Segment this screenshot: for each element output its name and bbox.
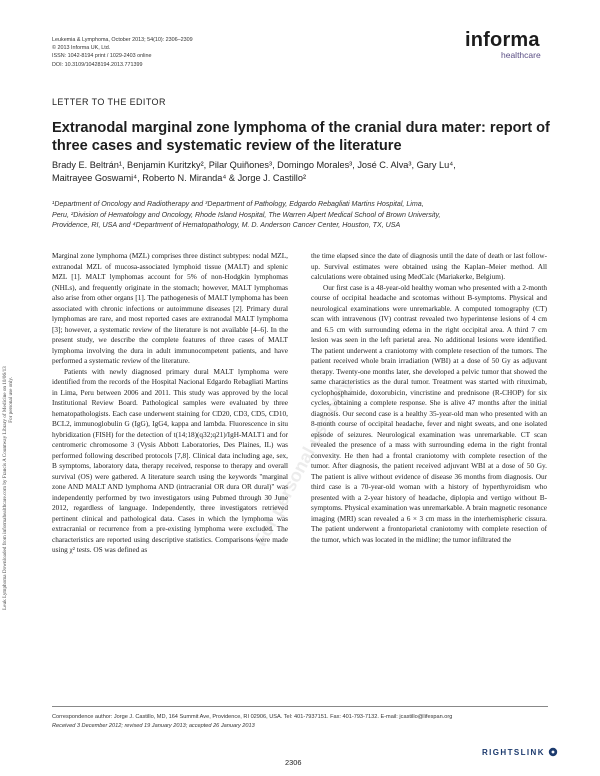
affiliation-line-1: ¹Department of Oncology and Radiotherapy and ³Department of Pathology, Edgardo Rebagliati Martins Hospital, Lima, [52, 200, 424, 208]
journal-issn: ISSN: 1042-8194 print / 1029-2403 online [52, 53, 152, 60]
rightslink-link[interactable] [482, 747, 558, 757]
watermark-text: For personal use only [250, 374, 356, 550]
section-label: LETTER TO THE EDITOR [52, 97, 166, 107]
publisher-logo [465, 30, 541, 60]
body-column-left [52, 251, 288, 556]
footer-divider [52, 706, 548, 707]
side-note-line-2: For personal use only. [8, 377, 15, 423]
body-paragraph: Patients with newly diagnosed primary dural MALT lymphoma were identified from the records of the Hospital Nacional Edgardo Rebagliati Martins in Lima, Peru between 2006 and 2011. This study was approved by the local Institutional Review Board. Pathological samples were evaluated by three hematopathologists. Each case underwent staining for CD20, CD3, CD5, CD10, BCL2, immunoglobulin G (IgG), IgG4, kappa and lambda. Fluorescence in situ hybridization (FISH) for the detection of t(14;18)(q32;q21)/IgH-MALT1 and for centromeric chromosome 3 (Vysis Abbott Laboratories, Des Plaines, IL) was performed following described protocols [7,8]. Clinical data including age, sex, B symptoms, laboratory data, therapy received, response to therapy and overall survival (OS) were gathered. A literature search using the keywords "marginal zone AND MALT AND lymphoma AND (intracranial OR dura OR dural)" was independently performed by two investigators using Pubmed through 30 June 2012, regardless of language. Independently, three investigators retrieved pertinent clinical and pathological data. Cases in which the lymphoma was extracranial or recurrence from a pre-existing lymphoma were excluded. The characteristics are reported using descriptive statistics. Comparisons were made using χ² tests. OS was defined as [52, 367, 288, 554]
body-paragraph: the time elapsed since the date of diagnosis until the date of death or last follow-up. Survival estimates were obtained using the Kaplan–Meier method. All calculations were obtained using MedCalc (Mariakerke, Belgium). [311, 252, 547, 281]
author-list [52, 159, 562, 185]
footer-notes [52, 713, 452, 730]
publisher-sub: healthcare [501, 50, 541, 60]
affiliations [52, 199, 552, 231]
page-number: 2306 [285, 758, 302, 767]
journal-citation: Leukemia & Lymphoma, October 2013; 54(10): 2306–2309 [52, 37, 193, 43]
correspondence-note: Correspondence author: Jorge J. Castillo, MD, 164 Summit Ave, Providence, RI 02906, USA. Tel: 401-7937151. Fax: 401-793-7132. E-mail: jcastillo@lifespan.org [52, 714, 453, 720]
journal-copyright: © 2013 Informa UK, Ltd. [52, 45, 111, 52]
download-side-note [2, 190, 16, 610]
publisher-name: informa [465, 29, 540, 51]
affiliation-line-2: Peru, ²Division of Hematology and Oncology, Rhode Island Hospital, The Warren Alpert Medical School of Brown University, [52, 210, 441, 219]
article-title: Extranodal marginal zone lymphoma of the cranial dura mater: report of three cases and systematic review of the literature [52, 120, 550, 154]
side-note-line-1: Leuk Lymphoma Downloaded from informahealthcare.com by Francis A Countway Library of Medicine on 10/06/13 [2, 366, 8, 610]
affiliation-line-3: Providence, RI, USA and ⁴Department of Hematopathology, M. D. Anderson Cancer Center, Houston, TX, USA [52, 221, 401, 230]
body-paragraph: Our first case is a 48-year-old healthy woman who presented with a 2-month course of occipital headache and scotomas without B-symptoms. Physical and neurological examinations were unremarkable. A computed tomography (CT) scan with intravenous (IV) contrast revealed two hyperintense lesions of 4 cm and 6.5 cm with surrounding edema in the right occipital area. A third 7 cm lesion was seen in the left parietal area. No additional lesions were identified. The patient underwent a craniotomy with complete resection of the tumors. The patient received whole brain irradiation (WBI) at a dose of 50 Gy as adjuvant therapy. Twenty-one months later, she developed a pelvic tumor that showed the same characteristics as the dural tumor. Treatment was started with rituximab, cyclophosphamide, doxorubicin, vincristine and prednisone (R-CHOP) for six cycles, obtaining a complete response. She is alive 47 months after the initial diagnosis. Our second case is a healthy 35-year-old man who presented with an 8-month course of occipital headache, fever and night sweats, and one isolated episode of seizures. Neurological examination was unremarkable. CT scan revealed the presence of a mass with surrounding edema in the right frontal convexity. He then had a frontal craniotomy with complete resection of the tumor. After diagnosis, the patient received adjuvant WBI at a dose of 50 Gy. The patient is alive without evidence of disease 36 months from diagnosis. Our third case is a 70-year-old woman with a history of hyperthyroidism who presented with a 2-year history of headache, diplopia and vertigo without B-symptoms. Physical examination was unremarkable. A brain magnetic resonance imaging (MRI) scan revealed a 6 × 3 cm mass in the interhemispheric cissura. The patient underwent a frontoparietal craniotomy with complete resection of the tumor, which was located in the midline; the tumor infiltrated the [311, 283, 547, 544]
rightslink-icon [548, 747, 558, 757]
received-dates: Received 3 December 2012; revised 19 January 2013; accepted 26 January 2013 [52, 722, 255, 729]
authors-line-2: Maitrayee Goswami⁴, Roberto N. Miranda⁴ & Jorge J. Castillo² [52, 173, 307, 183]
rightslink-label: RIGHTSLINK [482, 747, 545, 757]
journal-info [52, 36, 193, 69]
body-column-right [311, 251, 547, 545]
journal-doi: DOI: 10.3109/10428194.2013.771399 [52, 61, 143, 68]
authors-line-1: Brady E. Beltrán¹, Benjamin Kuritzky², Pilar Quiñones³, Domingo Morales³, José C. Alva³, Gary Lu⁴, [52, 160, 456, 170]
body-paragraph: Marginal zone lymphoma (MZL) comprises three distinct subtypes: nodal MZL, extranodal MZL of mucosa-associated lymphoid tissue (MALT) and splenic MZL [1]. MALT lymphomas account for 5% of non-Hodgkin lymphomas (NHLs), and frequently originate in the stomach; however, MALT lymphomas also arise from other organs [1]. The pathogenesis of MALT lymphoma has been associated with chronic infections or autoimmune diseases [2]. Primary dural lymphomas are rare, and most reported cases are extranodal MALT lymphoma [3]; however, a systematic review of the literature is not available [4–6]. In the present study, we describe the complete features of three cases of MALT lymphoma involving the dura in adult immunocompetent patients, and have performed a systematic review of the literature. [52, 252, 288, 365]
